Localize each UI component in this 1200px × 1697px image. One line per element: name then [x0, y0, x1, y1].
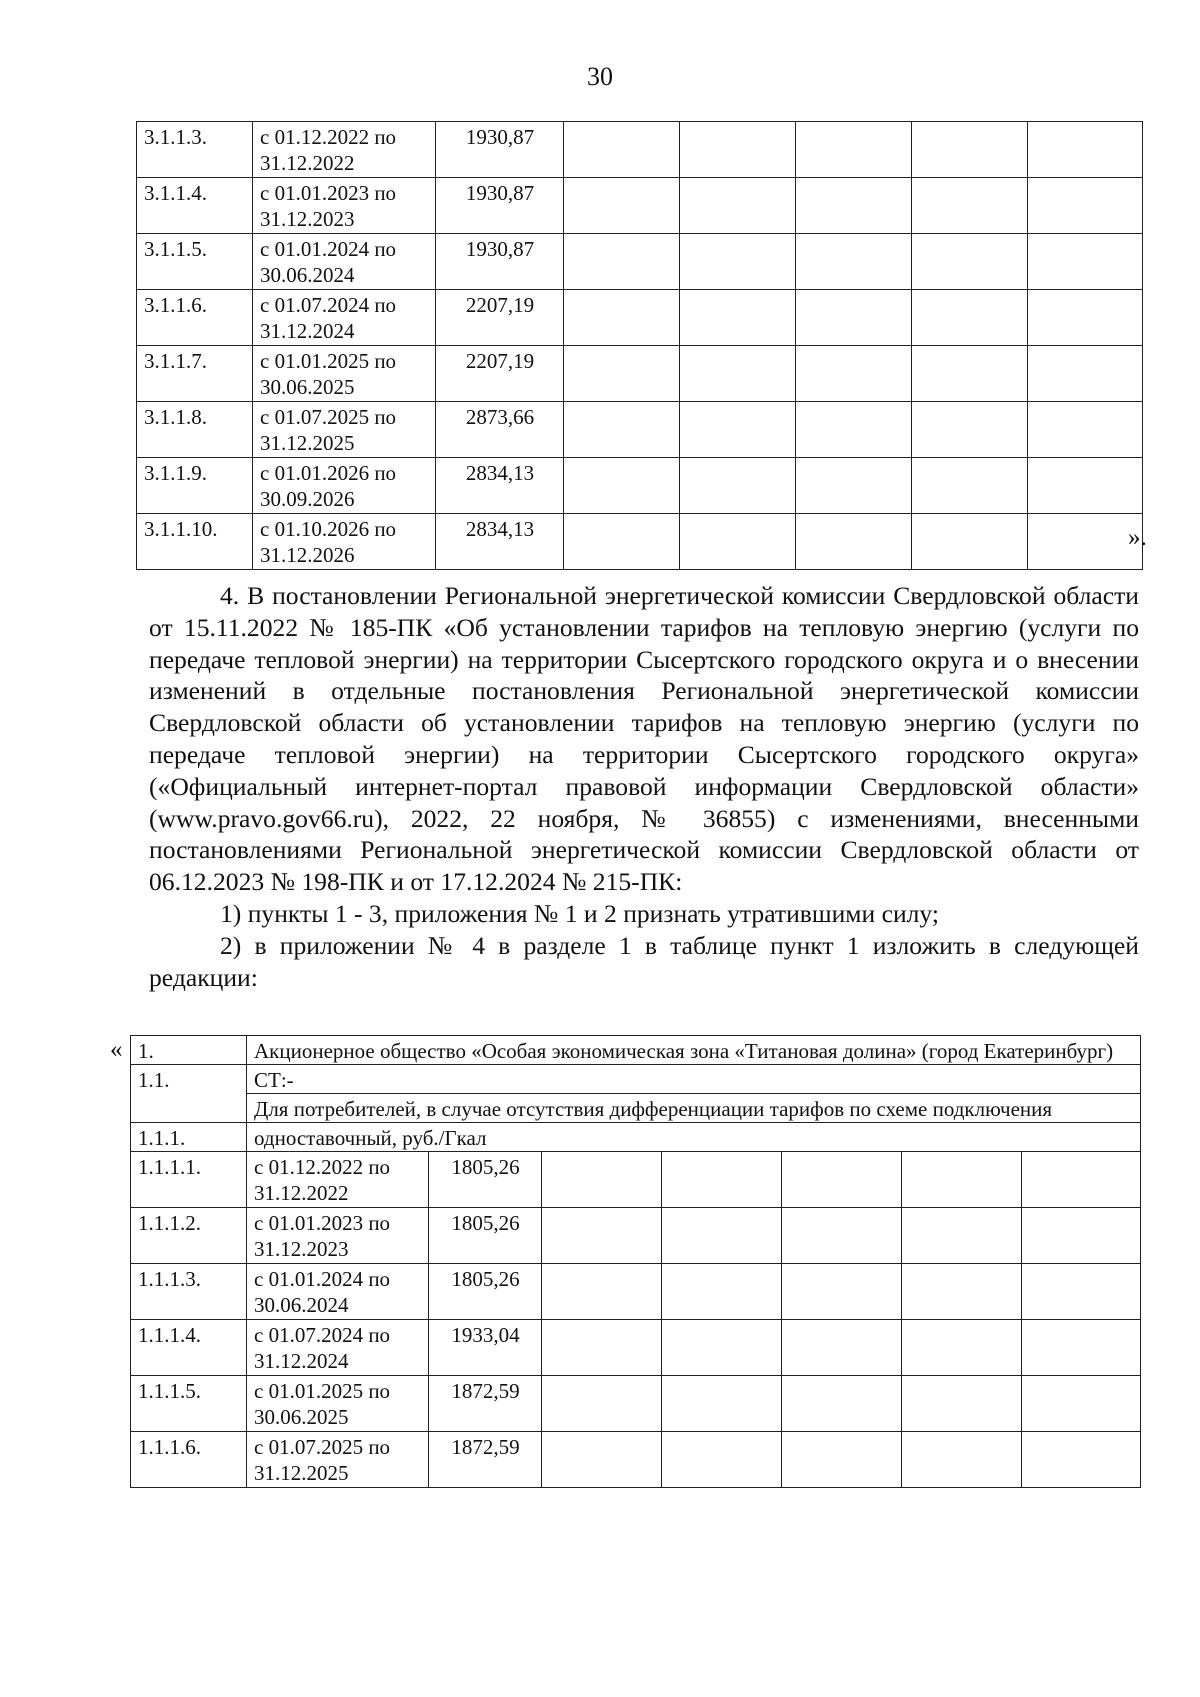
empty-cell — [912, 290, 1028, 346]
empty-cell — [796, 458, 912, 514]
row-number: 1.1.1.1. — [131, 1152, 247, 1208]
row-number: 3.1.1.6. — [137, 290, 253, 346]
empty-cell — [662, 1432, 782, 1488]
empty-cell — [542, 1152, 662, 1208]
tariff-table-bottom — [130, 1035, 1141, 1488]
row-period: с 01.01.2025 по 30.06.2025 — [247, 1376, 429, 1432]
empty-cell — [542, 1432, 662, 1488]
table-row — [137, 346, 1143, 402]
empty-cell — [902, 1432, 1022, 1488]
org-name: Акционерное общество «Особая экономическая зона «Титановая долина» (город Екатеринбург) — [247, 1036, 1141, 1065]
table-row — [131, 1432, 1141, 1488]
empty-cell — [1022, 1152, 1141, 1208]
consumers-row — [131, 1094, 1141, 1123]
empty-cell — [1028, 514, 1143, 570]
consumers-label: Для потребителей, в случае отсутствия дифференциации тарифов по схеме подключения — [247, 1094, 1141, 1123]
row-value: 2834,13 — [436, 458, 564, 514]
empty-cell — [796, 122, 912, 178]
empty-cell — [1022, 1432, 1141, 1488]
empty-cell — [1028, 290, 1143, 346]
opening-quote-mark: « — [110, 1036, 123, 1063]
empty-cell — [782, 1320, 902, 1376]
empty-cell — [1022, 1208, 1141, 1264]
row-period: с 01.01.2024 по 30.06.2024 — [253, 234, 436, 290]
row-number: 3.1.1.3. — [137, 122, 253, 178]
empty-cell — [902, 1320, 1022, 1376]
empty-cell — [1028, 402, 1143, 458]
empty-cell — [902, 1152, 1022, 1208]
empty-cell — [564, 402, 680, 458]
tariff-table-top — [136, 121, 1143, 570]
st-num: 1.1. — [131, 1065, 247, 1123]
empty-cell — [912, 346, 1028, 402]
empty-cell — [680, 234, 796, 290]
empty-cell — [1028, 458, 1143, 514]
row-value: 1805,26 — [429, 1152, 542, 1208]
empty-cell — [1022, 1264, 1141, 1320]
row-number: 1.1.1.4. — [131, 1320, 247, 1376]
amendment-text — [149, 580, 1139, 993]
row-number: 1.1.1.6. — [131, 1432, 247, 1488]
row-value: 1805,26 — [429, 1264, 542, 1320]
empty-cell — [662, 1208, 782, 1264]
org-num: 1. — [131, 1036, 247, 1065]
empty-cell — [542, 1264, 662, 1320]
rate-label: одноставочный, руб./Гкал — [247, 1123, 1141, 1152]
row-value: 2207,19 — [436, 346, 564, 402]
table-row — [137, 458, 1143, 514]
empty-cell — [1028, 234, 1143, 290]
rate-num: 1.1.1. — [131, 1123, 247, 1152]
row-period: с 01.01.2023 по 31.12.2023 — [247, 1208, 429, 1264]
empty-cell — [564, 290, 680, 346]
empty-cell — [564, 458, 680, 514]
row-period: с 01.07.2024 по 31.12.2024 — [247, 1320, 429, 1376]
table-row — [137, 234, 1143, 290]
empty-cell — [662, 1376, 782, 1432]
table-row — [137, 290, 1143, 346]
row-value: 1872,59 — [429, 1376, 542, 1432]
table-row — [131, 1320, 1141, 1376]
empty-cell — [1028, 346, 1143, 402]
row-value: 1930,87 — [436, 234, 564, 290]
empty-cell — [1028, 122, 1143, 178]
table-row — [131, 1152, 1141, 1208]
empty-cell — [680, 346, 796, 402]
empty-cell — [662, 1152, 782, 1208]
row-value: 2834,13 — [436, 514, 564, 570]
row-value: 1872,59 — [429, 1432, 542, 1488]
row-period: с 01.10.2026 по 31.12.2026 — [253, 514, 436, 570]
row-value: 2873,66 — [436, 402, 564, 458]
row-number: 3.1.1.4. — [137, 178, 253, 234]
empty-cell — [912, 234, 1028, 290]
empty-cell — [796, 402, 912, 458]
row-number: 3.1.1.5. — [137, 234, 253, 290]
row-number: 3.1.1.10. — [137, 514, 253, 570]
row-period: с 01.01.2024 по 30.06.2024 — [247, 1264, 429, 1320]
org-row — [131, 1036, 1141, 1065]
table-row — [137, 514, 1143, 570]
row-number: 1.1.1.2. — [131, 1208, 247, 1264]
row-number: 1.1.1.5. — [131, 1376, 247, 1432]
st-label: СТ:- — [247, 1065, 1141, 1094]
row-number: 1.1.1.3. — [131, 1264, 247, 1320]
row-period: с 01.01.2025 по 30.06.2025 — [253, 346, 436, 402]
empty-cell — [662, 1320, 782, 1376]
row-period: с 01.01.2026 по 30.09.2026 — [253, 458, 436, 514]
empty-cell — [902, 1264, 1022, 1320]
st-row — [131, 1065, 1141, 1094]
row-period: с 01.12.2022 по 31.12.2022 — [253, 122, 436, 178]
row-period: с 01.12.2022 по 31.12.2022 — [247, 1152, 429, 1208]
empty-cell — [796, 290, 912, 346]
empty-cell — [782, 1264, 902, 1320]
empty-cell — [796, 346, 912, 402]
row-period: с 01.01.2023 по 31.12.2023 — [253, 178, 436, 234]
empty-cell — [912, 458, 1028, 514]
empty-cell — [680, 458, 796, 514]
empty-cell — [662, 1264, 782, 1320]
empty-cell — [796, 234, 912, 290]
empty-cell — [912, 178, 1028, 234]
row-period: с 01.07.2025 по 31.12.2025 — [247, 1432, 429, 1488]
empty-cell — [782, 1432, 902, 1488]
row-value: 1933,04 — [429, 1320, 542, 1376]
row-period: с 01.07.2025 по 31.12.2025 — [253, 402, 436, 458]
row-number: 3.1.1.7. — [137, 346, 253, 402]
empty-cell — [1022, 1320, 1141, 1376]
row-period: с 01.07.2024 по 31.12.2024 — [253, 290, 436, 346]
row-number: 3.1.1.9. — [137, 458, 253, 514]
row-value: 1805,26 — [429, 1208, 542, 1264]
table-row — [131, 1208, 1141, 1264]
empty-cell — [542, 1320, 662, 1376]
table-row — [137, 122, 1143, 178]
table-row — [137, 178, 1143, 234]
empty-cell — [680, 514, 796, 570]
empty-cell — [542, 1376, 662, 1432]
paragraph-4: 4. В постановлении Региональной энергетической комиссии Свердловской области от 15.11.2022 № 185-ПК «Об установлении тарифов на тепловую энергию (услуги по передаче тепловой энергии) на территории Сысертского городского округа и о внесении изменений в отдельные постановления Региональной энергетической комиссии Свердловской области об установлении тарифов на тепловую энергию (услуги по передаче тепловой энергии) на территории Сысертского городского округа» («Официальный интернет-портал правовой информации Свердловской области» (www.pravo.gov66.ru), 2022, 22 ноября, № 36855) с изменениями, внесенными постановлениями Региональной энергетической комиссии Свердловской области от 06.12.2023 № 198-ПК и от 17.12.2024 № 215-ПК: — [149, 581, 1139, 897]
empty-cell — [912, 514, 1028, 570]
empty-cell — [564, 122, 680, 178]
empty-cell — [796, 514, 912, 570]
empty-cell — [564, 178, 680, 234]
item-1: 1) пункты 1 - 3, приложения № 1 и 2 признать утратившими силу; — [220, 898, 939, 928]
rate-row — [131, 1123, 1141, 1152]
empty-cell — [902, 1208, 1022, 1264]
table-row — [137, 402, 1143, 458]
empty-cell — [680, 122, 796, 178]
empty-cell — [782, 1376, 902, 1432]
empty-cell — [680, 402, 796, 458]
row-value: 1930,87 — [436, 178, 564, 234]
empty-cell — [1022, 1376, 1141, 1432]
row-value: 1930,87 — [436, 122, 564, 178]
empty-cell — [782, 1152, 902, 1208]
page-number: 30 — [587, 62, 613, 91]
empty-cell — [564, 234, 680, 290]
table-row — [131, 1264, 1141, 1320]
empty-cell — [564, 346, 680, 402]
empty-cell — [796, 178, 912, 234]
empty-cell — [1028, 178, 1143, 234]
empty-cell — [912, 402, 1028, 458]
empty-cell — [680, 178, 796, 234]
empty-cell — [902, 1376, 1022, 1432]
row-number: 3.1.1.8. — [137, 402, 253, 458]
empty-cell — [912, 122, 1028, 178]
empty-cell — [564, 514, 680, 570]
closing-quote-mark: ». — [1128, 524, 1147, 551]
empty-cell — [680, 290, 796, 346]
table-row — [131, 1376, 1141, 1432]
item-2: 2) в приложении № 4 в разделе 1 в таблице пункт 1 изложить в следующей редакции: — [149, 930, 1139, 992]
empty-cell — [782, 1208, 902, 1264]
row-value: 2207,19 — [436, 290, 564, 346]
empty-cell — [542, 1208, 662, 1264]
